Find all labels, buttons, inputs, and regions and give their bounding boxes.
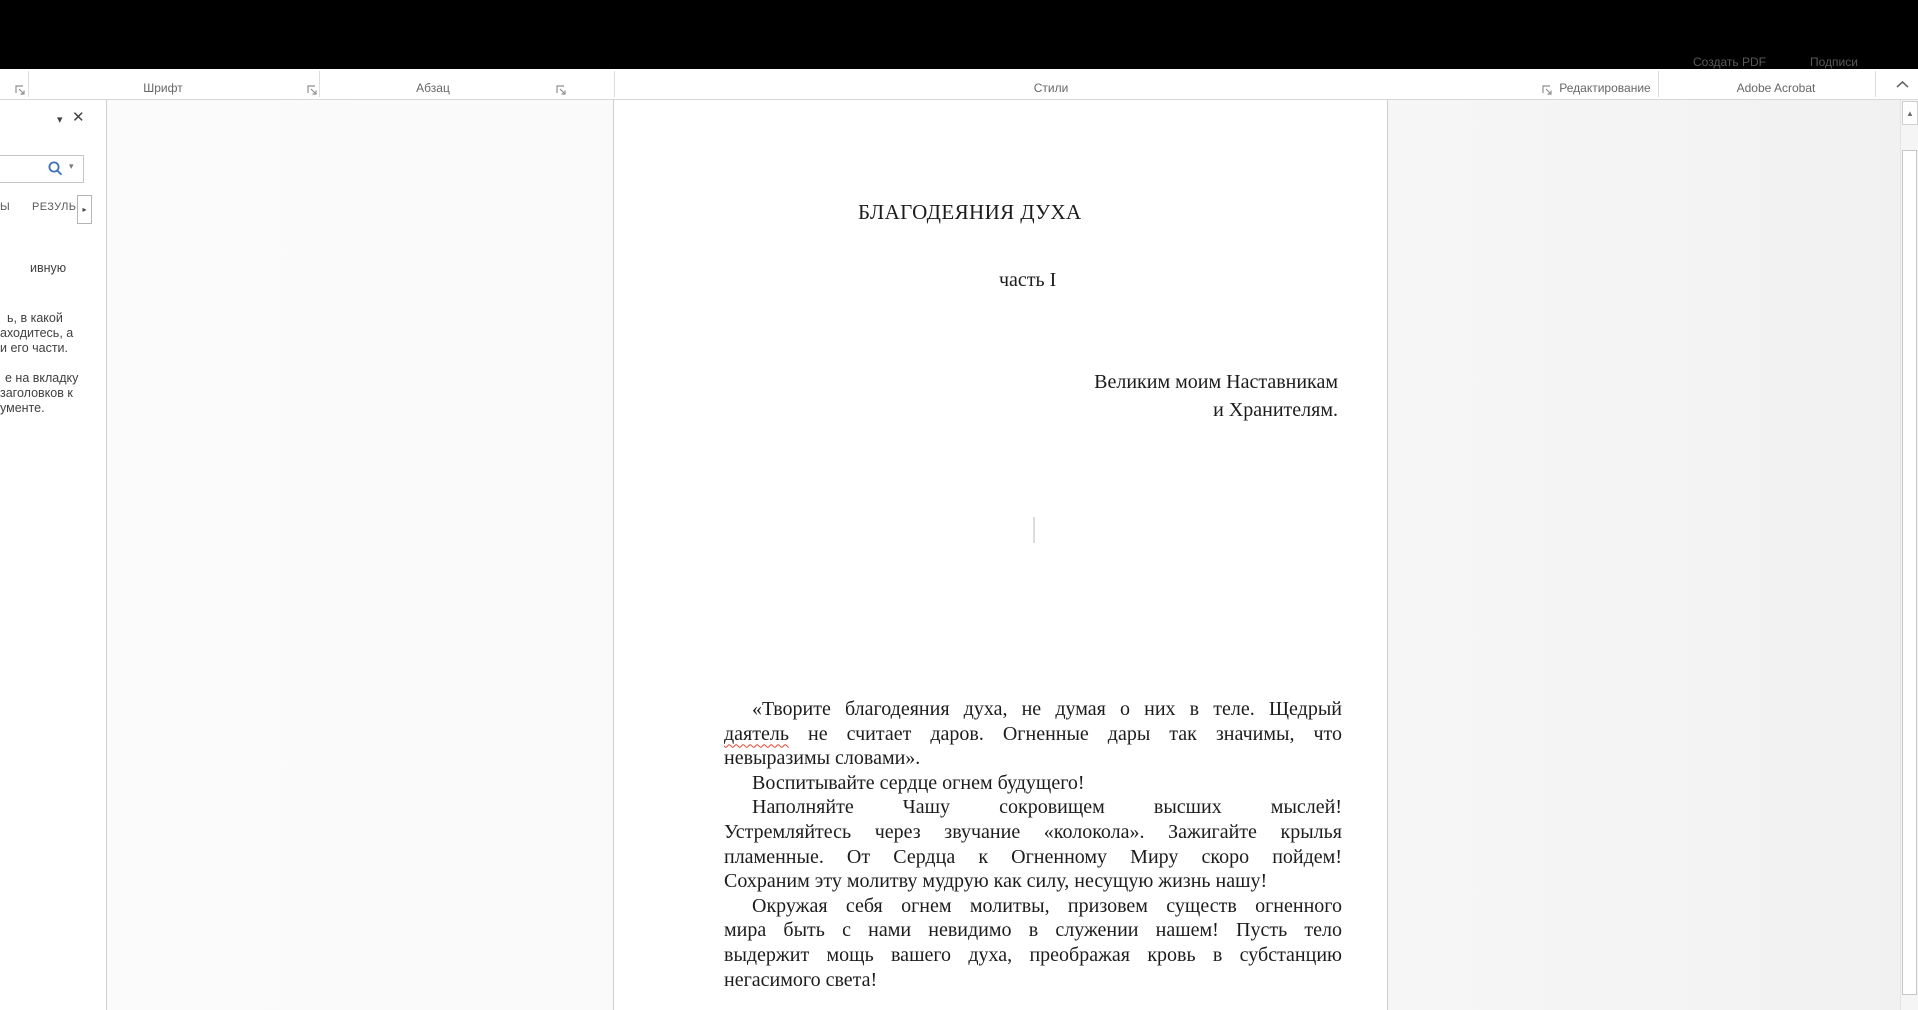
pane-close-icon[interactable]: ✕	[72, 109, 85, 126]
misspelled-word: даятель	[724, 722, 789, 745]
dedication-block	[851, 368, 1338, 424]
nav-help-text: е на вкладку	[5, 371, 79, 385]
styles-dialog-launcher-icon[interactable]	[1542, 85, 1553, 96]
document-line: «Творите благодеяния духа, не думая о них в теле. Щедрый	[752, 698, 1342, 720]
nav-help-text: заголовков к	[0, 386, 73, 400]
nav-help-text: ь, в какой	[7, 311, 63, 325]
line-text: не считает даров. Огненные дары так значимы, что	[788, 722, 1342, 745]
nav-help-text: аходитесь, а	[0, 326, 74, 340]
document-line: Устремляйтесь через звучание «колокола». Зажигайте крылья	[724, 820, 1342, 843]
nav-help-text: ументе.	[0, 401, 45, 415]
document-title: БЛАГОДЕЯНИЯ ДУХА	[858, 200, 1082, 224]
ribbon-group-adobe-acrobat: Adobe Acrobat	[1736, 81, 1816, 95]
text-cursor	[1033, 517, 1035, 543]
collapse-ribbon-icon[interactable]	[1895, 78, 1912, 92]
group-separator	[1658, 71, 1659, 97]
group-separator	[614, 71, 615, 97]
nav-help-text: и его части.	[0, 341, 69, 355]
clipboard-dialog-launcher-icon[interactable]	[15, 85, 26, 96]
paragraph-dialog-launcher-icon[interactable]	[556, 85, 567, 96]
nav-help-text: ивную	[30, 261, 67, 275]
dedication-line: Великим моим Наставникам	[1094, 371, 1338, 393]
group-separator	[1875, 71, 1876, 97]
create-pdf-button-clipped[interactable]: Создать PDF	[1693, 55, 1766, 69]
group-separator	[319, 71, 320, 97]
ribbon-group-font: Шрифт	[143, 81, 183, 95]
scroll-up-button[interactable]	[1902, 101, 1918, 125]
chevron-right-icon: ▸	[82, 205, 87, 214]
vertical-scrollbar[interactable]	[1900, 100, 1918, 1010]
dedication-line: и Хранителям.	[1213, 399, 1338, 421]
search-dropdown-icon[interactable]: ▾	[69, 161, 74, 171]
scrollbar-thumb[interactable]	[1902, 150, 1917, 995]
pane-options-arrow-icon[interactable]: ▾	[57, 114, 63, 126]
document-line: выдержит мощь вашего духа, преображая кровь в субстанцию	[724, 943, 1342, 966]
document-body[interactable]	[724, 697, 1342, 992]
ribbon-group-editing: Редактирование	[1559, 81, 1651, 95]
group-separator	[28, 71, 29, 97]
tab-scroll-right-button[interactable]	[77, 195, 92, 224]
document-line: пламенные. От Сердца к Огненному Миру скоро пойдем!	[724, 845, 1342, 868]
tab-results-clipped[interactable]: РЕЗУЛЬ	[32, 201, 77, 213]
tab-pages-clipped[interactable]: Ы	[0, 201, 11, 213]
ribbon-strip	[0, 69, 1918, 100]
document-line: Воспитывайте сердце огнем будущего!	[752, 771, 1085, 794]
document-page[interactable]	[613, 100, 1388, 1010]
document-line: мира быть с нами невидимо в служении нашем! Пусть тело	[724, 919, 1342, 942]
signatures-button-clipped[interactable]: Подписи	[1810, 55, 1858, 69]
navigation-pane	[0, 100, 107, 1010]
top-black-bar	[0, 0, 1918, 69]
document-line: невыразимы словами».	[724, 747, 921, 770]
document-line: негасимого света!	[724, 968, 878, 991]
document-line	[724, 722, 1342, 747]
document-line: Наполняйте Чашу сокровищем высших мыслей!	[752, 796, 1342, 819]
document-part-heading: часть I	[999, 269, 1057, 291]
ribbon-group-paragraph: Абзац	[416, 81, 450, 95]
font-dialog-launcher-icon[interactable]	[307, 85, 318, 96]
document-line: Окружая себя огнем молитвы, призовем существ огненного	[752, 894, 1342, 917]
scroll-up-icon: ▲	[1906, 108, 1914, 118]
ribbon-group-styles: Стили	[1033, 81, 1069, 95]
search-icon[interactable]	[46, 160, 64, 178]
document-line: Сохраним эту молитву мудрую как силу, несущую жизнь нашу!	[724, 870, 1268, 893]
